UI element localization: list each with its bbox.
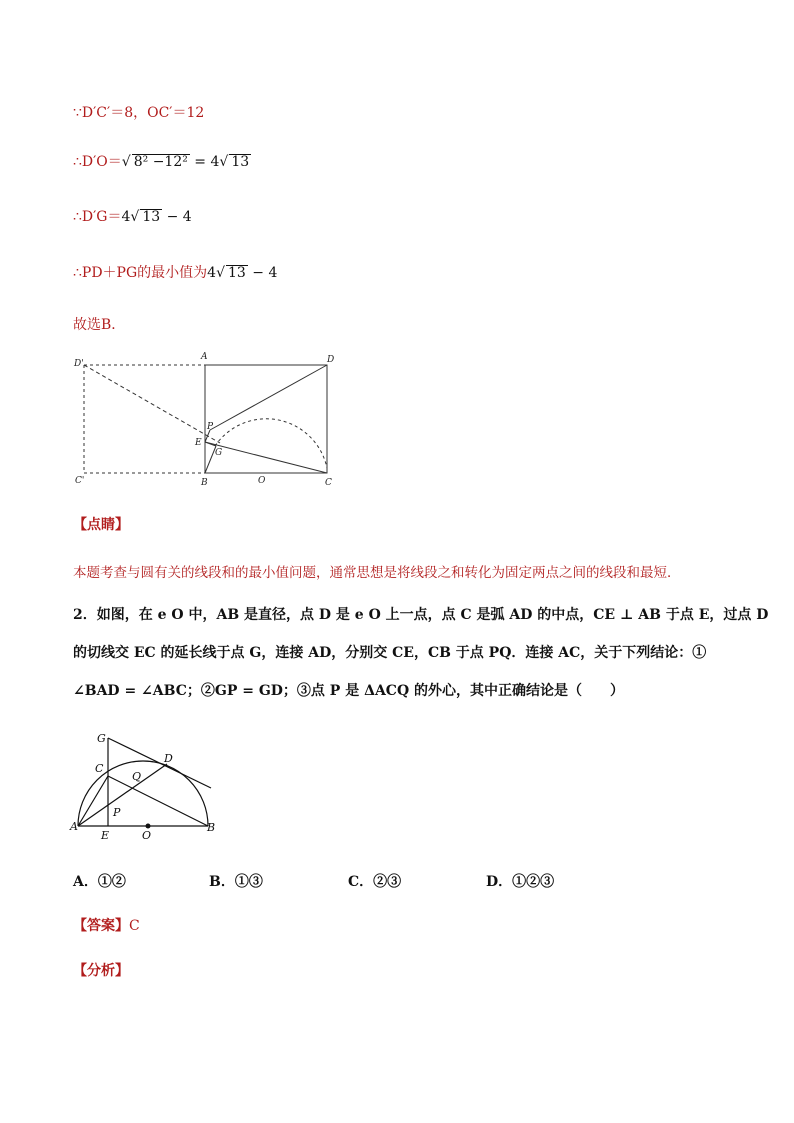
label-q: Q: [132, 770, 142, 783]
sqrt-13: 13: [142, 209, 161, 225]
label-o: O: [142, 829, 152, 842]
label-c: C: [325, 478, 332, 488]
minus-4: − 4: [162, 209, 192, 225]
coef-4: 4: [121, 209, 131, 225]
dashed-arc: [215, 419, 327, 468]
solution-line-2: ∴D′O＝√ 8² −12² = 4√ 13: [73, 154, 250, 170]
solution-line-2-prefix: ∴D′O＝: [73, 154, 122, 170]
comment-text: 本题考查与圆有关的线段和的最小值问题，通常思想是将线段之和转化为固定两点之间的线段和最短．: [73, 565, 681, 581]
coef-4: 4: [207, 265, 217, 281]
label-o: O: [258, 476, 266, 486]
question-2-line-1: 2．如图，在 e O 中，AB 是直径，点 D 是 e O 上一点，点 C 是弧 AD 的中点，CE ⊥ AB 于点 E，过点 D: [73, 607, 769, 623]
equals-4: = 4: [189, 154, 220, 170]
sqrt-13: 13: [231, 154, 250, 170]
label-p: P: [207, 422, 214, 432]
answer-label: 【答案】: [73, 918, 129, 934]
sqrt-13: 13: [228, 265, 246, 281]
label-b: B: [207, 821, 216, 834]
label-a: A: [201, 352, 208, 362]
solution-line-3-prefix: ∴D′G＝: [73, 209, 122, 225]
center-o-dot: [146, 824, 151, 829]
chord-ad: [78, 764, 167, 826]
segment-ec: [205, 442, 327, 473]
label-g: G: [97, 732, 106, 745]
label-d: D: [327, 355, 335, 365]
sqrt-expression: 8² −12²: [133, 154, 188, 170]
solution-line-1: ∵D′C′＝8，OC′＝12: [73, 105, 205, 121]
option-a[interactable]: A．①②: [73, 874, 126, 890]
label-d: D: [164, 752, 173, 765]
label-p: P: [113, 806, 121, 819]
label-cprime: C': [75, 476, 85, 486]
minus-4: − 4: [247, 265, 278, 281]
analysis-label: 【分析】: [73, 963, 129, 979]
solution-line-4-prefix: ∴PD＋PG的最小值为: [73, 265, 208, 281]
label-g: G: [215, 448, 223, 458]
label-e: E: [195, 438, 202, 448]
option-b[interactable]: B．①③: [209, 874, 263, 890]
answer-row: [73, 915, 140, 935]
label-dprime: D': [74, 359, 84, 369]
solution-line-4: ∴PD＋PG的最小值为4√ 13 − 4: [73, 265, 278, 281]
solution-line-3: ∴D′G＝4√ 13 − 4: [73, 209, 192, 225]
tangent-line-gd: [108, 738, 211, 788]
answer-value: C: [129, 918, 140, 934]
label-c: C: [95, 762, 104, 775]
label-e: E: [101, 829, 110, 842]
comment-heading: 【点睛】: [73, 517, 129, 533]
question-2-line-2: 的切线交 EC 的延长线于点 G，连接 AD，分别交 CE，CB 于点 PQ．连接 AC，关于下列结论：①: [73, 645, 707, 661]
dashed-line-dprime-g: [84, 365, 220, 443]
label-a: A: [70, 820, 78, 833]
question-2-line-3: ∠BAD = ∠ABC；②GP = GD；③点 P 是 ΔACQ 的外心，其中正确结论是（ ）: [73, 683, 625, 699]
figure-1: [70, 348, 350, 493]
segment-pd: [210, 365, 327, 430]
figure-2: [66, 728, 226, 843]
option-c[interactable]: C．②③: [348, 874, 402, 890]
solution-line-5: 故选B．: [73, 317, 126, 333]
label-b: B: [201, 478, 208, 488]
option-d[interactable]: D．①②③: [486, 874, 555, 890]
